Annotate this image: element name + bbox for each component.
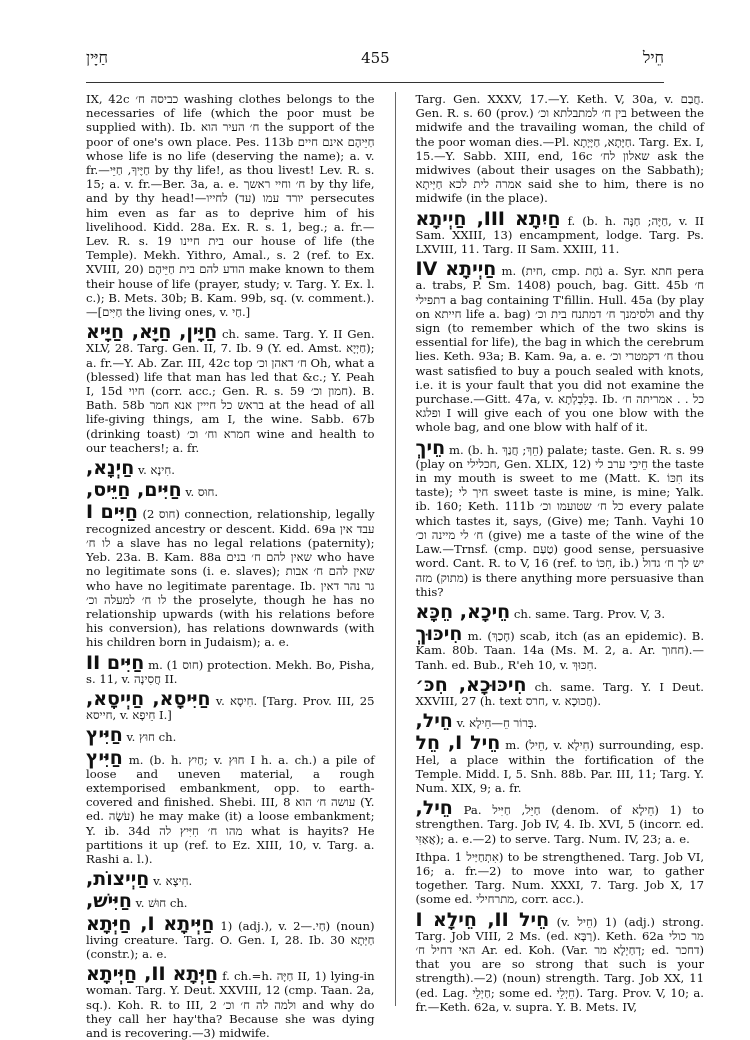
left-column bbox=[86, 92, 375, 1040]
entry-headword: חֵיל I, חֵל bbox=[415, 732, 501, 755]
dictionary-entry bbox=[415, 207, 705, 257]
entry-headword: חַיְיתָא IV bbox=[415, 258, 497, 281]
dictionary-entry bbox=[86, 503, 375, 649]
dictionary-entry bbox=[416, 799, 705, 846]
entry-text: IX, 42c כביסה ח׳ washing clothes belongs to the necessaries of life (which the poor must be supplied with). Ib. ח׳ העיר הוא the support of the poor of one's own place. Pes. 113b חַיֵּיהֶם אינם חיים whose life is no life (deserving the name); a. v. fr.—חַיֶּיךָ, חַיֵּי by thy life!, as thou livest! Lev. R. s. 15; a. v. fr.—Ber. 3a, a. e. ח׳ וחיי ראשך by thy life, and by thy head!—יורד עמו (עד) לחייו persecutes him even as far as to deprive him of his livelihood. Kidd. 28a. Ex. R. s. 1, beg.; a. fr.—Lev. R. s. 19 בית חיינו our house of life (the Temple). Mekh. Yithro, Amal., s. 2 (ref. to Ex. XVIII, 20) הודע להם בית חַיֵּיהֶם make known to them their house of life (prayer, study; v. Targ. Y. Ex. l. c.); B. Mets. 30b; B. Kam. 99b, sq. (v. comment.).—[חַיִּים the living ones, v. חַי.] bbox=[86, 92, 375, 320]
entry-headword: חַיִּיסָא, חַיְיסָא, bbox=[86, 687, 211, 710]
page-number: 455 bbox=[361, 49, 390, 67]
entry-text: Targ. Gen. XXXV, 17.—Y. Keth. V, 30a, v. חֲבַם. Gen. R. s. 60 (prov.) בין ח׳ למתבלתא וכ׳ between the midwife and the travailing woman, the child of the poor woman dies.—Pl. חַיָּתָא, חַיָּיָתָא. Targ. Ex. I, 15.—Y. Sabb. XIII, end, 16c שאלון לח׳ ask the midwives (about their usages on the Sabbath); אמרה לית לכא חַיְּיתָא said she to him, there is no midwife (in the place). bbox=[415, 92, 705, 206]
entry-headword: חֵיל II, חֵילָא I bbox=[415, 908, 550, 931]
entry-headword: חֵיךְ bbox=[415, 436, 446, 459]
dictionary-entry bbox=[416, 850, 705, 907]
entry-text: m. (b. h. חַיִץ; v. חוּץ I h. a. ch.) a pile of loose and uneven material, a rough extemporised embankment, opp. to earth-covered and finished. Shebi. III, 8 עושה ח׳ הוא (Y. ed. עֹשֶׂה) he may make (it) a loose embankment; Y. ib. 34d מהו ח׳ חִיִּיץ לה what is hayits? He partitions it up (ref. to Ez. XIII, 10, v. Targ. a. Rashi a. l.). bbox=[86, 752, 375, 866]
entry-text: v. בְּרוֹר חֵ—חֵילָא. bbox=[456, 716, 538, 731]
entry-text: ch. same. Targ. Prov. V, 3. bbox=[513, 606, 666, 621]
entry-text: m. (חָכַךְ) scab, itch (as an epidemic). B. Kam. 80b. Taan. 14a (Ms. M. 2, a. Ar. חחוך).—Tanh. ed. Bub., R'eh 10, v. חִכּוּךְ. bbox=[415, 629, 705, 672]
entry-text: v. חִיסָא. [Targ. Prov. III, 25 חייסא, v. חֵיפָא I.] bbox=[86, 693, 375, 723]
entry-text: Pa. חַיֵּל, חַיִּיל (denom. of חֵילָא) 1) to strengthen. Targ. Job IV, 4. Ib. XVI, 5 (incorr. ed. אֲאַזִּי); a. e.—2) to serve. Targ. Num. IV, 23; a. e. bbox=[415, 803, 704, 846]
entry-text: f. (b. h. חַיָּה; חַנָּה, v. II Sam. XXIII, 13) encampment, lodge. Targ. Ps. LXVIII, 11. Targ. II Sam. XXIII, 11. bbox=[415, 213, 704, 257]
entry-text: m. (חֵיל, v. חִילָא) surrounding, esp. Hel, a place within the fortification of the Temple. Midd. I, 5. Snh. 88b. Par. III, 11; Targ. Y. Num. XIX, 9; a. fr. bbox=[415, 738, 704, 795]
entry-headword: חַיִּיץ bbox=[86, 746, 123, 769]
header-rule bbox=[86, 82, 664, 83]
entry-text: v. חוּץ ch. bbox=[126, 730, 177, 745]
dictionary-entry bbox=[86, 323, 375, 455]
entry-text: 1) (adj.), v. חַי.—2) (noun) living creature. Targ. O. Gen. I, 28. Ib. 30 חַיְּתָא (constr.); a. e. bbox=[86, 918, 375, 961]
entry-headword: חַיְיצוֹת, bbox=[86, 868, 150, 891]
entry-text: v. חִינָא. bbox=[138, 463, 175, 478]
dictionary-entry bbox=[415, 600, 705, 623]
dictionary-entry bbox=[416, 625, 705, 672]
dictionary-entry bbox=[416, 734, 705, 795]
dictionary-entry bbox=[86, 457, 375, 480]
entry-text: m. (חוס 1) protection. Mekh. Bo, Pisha, s. 11, v. חֲסִינָה II. bbox=[86, 657, 375, 686]
entry-headword: חַיִתָא III, חַיְיתָא bbox=[415, 207, 561, 230]
dictionary-entry bbox=[86, 92, 375, 319]
dictionary-entry bbox=[416, 260, 705, 434]
entry-headword: חֵיל, bbox=[415, 797, 453, 820]
dictionary-entry bbox=[415, 908, 705, 1014]
entry-text: (חוס 2) connection, relationship, legally recognized ancestry or descent. Kidd. 69a עבד אין לו ח׳ a slave has no legal relations (paternity); Yeb. 23a. B. Kam. 88a שאין להם ח׳ בנים who have no legitimate sons (i. e. slaves); שאין להם ח׳ אבות who have no legitimate parentage. Ib. גר נהר דאין לו ח׳ למעלה וכ׳ the proselyte, though he has no relationship upwards (with his relations before his conversion), has relations downwards (with his children born in Judaism); a. e. bbox=[86, 507, 375, 650]
dictionary-entry bbox=[86, 965, 375, 1040]
entry-text: m. (b. h. חֵךְ; חֲנַךְ) palate; taste. Gen. R. s. 99 (play on חכלילי, Gen. XLIX, 12) חֵיכִי ערב לי the taste in my mouth is sweet to me (Matt. K. חִכּוֹ its taste); חיך לי sweet taste is mine, is mine; Yalk. ib. 160; Keth. 111b כל ח׳ שטועמו וכ׳ every palate which tastes it, says, (Give) me; Tanh. Vayhi 10 ח׳ לי מיינה וכ׳ (give) me a taste of the wine of the Law.—Trnsf. (cmp. טַעַם) good sense, persuasive word. Cant. R. to V, 16 (ref. to חִכּוֹ, ib.) יש לך ח׳ גדול (מתוק) מזה is there anything more persuasive than this? bbox=[415, 442, 704, 599]
dictionary-entry bbox=[86, 479, 375, 502]
right-column bbox=[415, 92, 705, 1014]
column-divider bbox=[395, 92, 396, 1006]
dictionary-entry bbox=[415, 710, 705, 733]
header-right-catchword: חֵיל bbox=[642, 48, 664, 67]
entry-headword: חֵיל, bbox=[415, 710, 453, 733]
dictionary-entry bbox=[416, 92, 705, 206]
entry-text: ch. same. Targ. Y. I Deut. XXVIII, 27 (h. text חרס, v. חֲכוּכָא). bbox=[415, 679, 704, 708]
dictionary-entry bbox=[86, 687, 375, 723]
entry-headword: חַיְּתָא II, חַיְּיתָא bbox=[86, 963, 219, 986]
dictionary-entry bbox=[415, 436, 705, 599]
entry-headword: חַיְּיתָא I, חַיְּתָא bbox=[86, 912, 215, 935]
entry-text: f. ch.=h. חַיָּה II, 1) lying-in woman. Targ. Y. Deut. XXVIII, 12 (cmp. Taan. 2a, sq.). Koh. R. to III, 2 ולמה לה ח׳ וכ׳ and why do they call her hay'tha? Because she was dying and is recovering.—3) midwife. bbox=[86, 969, 375, 1040]
entry-text: v. חוּס. bbox=[185, 485, 219, 500]
running-head bbox=[86, 48, 664, 68]
entry-headword: חַיִּים, חַיֵּיס, bbox=[86, 479, 182, 502]
dictionary-entry bbox=[86, 912, 375, 962]
header-left-catchword: חַיָּין bbox=[86, 48, 108, 67]
entry-text: v. חִיצָא. bbox=[153, 874, 193, 889]
dictionary-entry bbox=[86, 890, 375, 913]
entry-headword: חַיִּים I bbox=[86, 501, 138, 524]
dictionary-entry bbox=[86, 724, 375, 747]
entry-headword: חַיִּיץ bbox=[86, 724, 123, 747]
entry-headword: חַיָּין, חַיָּא, חַיָּיא bbox=[86, 321, 218, 344]
entry-text: m. (חית, cmp. נֹחֶת a. Syr. חתא pera a. trabs, P. Sm. 1408) pouch, bag. Gitt. 45b ח׳ דתפילי a bag containing T'fillin. Hull. 45a (by play on חייתא life a. bag) ולסימנך ח׳ דמתנח בית וכ׳ and thy sign (to remember which of the two skins is essential for life), the bag in which the cerebrum lies. Keth. 93a; B. Kam. 9a, a. e. ח׳ דקמטרי וכ׳ thou wast satisfied to buy a pouch sealed with knots, i.e. it is your fault that you did not examine the purchase.—Gitt. 47a, v. בְּלִבְלְתָא. Ib. כל . . אמריתה ח׳ ופלגא I will give each of you one blow with the whole bag, and one blow with half of it. bbox=[415, 264, 705, 435]
entry-headword: חַיְנָא, bbox=[86, 457, 135, 480]
entry-headword: חִיכּוּךְ bbox=[415, 623, 463, 646]
entry-headword: חִיכּוּכָא, חִכּ׳ bbox=[415, 673, 527, 696]
entry-headword: חַיִּישׁ, bbox=[86, 890, 132, 913]
dictionary-entry bbox=[86, 746, 375, 867]
entry-text: v. חוּשׁ ch. bbox=[135, 896, 188, 911]
entry-text: ch. same. Targ. Y. II Gen. XLV, 28. Targ. Gen. II, 7. Ib. 9 (Y. ed. Amst. חַיְיָא); a. fr.—Y. Ab. Zar. III, 42c top ח׳ דאהן וכ׳ Oh, what a (blessed) life that man has led that &c.; Y. Peah I, 15d חיוי (corr. acc.; Gen. R. s. 59 חמון וכ׳). B. Bath. 58b בראש כל חייין אנא חמר at the head of all life-giving things, am I, the wine. Sabb. 67b (drinking toast) חמרא וח׳ וכ׳ wine and health to our teachers!; a. fr. bbox=[86, 327, 375, 455]
dictionary-entry bbox=[415, 673, 705, 708]
entry-text: Ithpa. אִתְחַיַּיל 1) to be strengthened. Targ. Job VI, 16; a. fr.—2) to move into war, to gather together. Targ. Num. XXXI, 7. Targ. Job X, 17 (some ed. מתרחילי, corr. acc.). bbox=[415, 849, 705, 907]
entry-headword: חַיִּים II bbox=[86, 651, 145, 674]
dictionary-entry bbox=[86, 868, 375, 891]
entry-text: (v. חֵיל) 1) (adj.) strong. Targ. Job VIII, 2 Ms. (ed. רַבָּא). Keth. 62a מר כולי האי דחיל ח׳ Ar. ed. Koh. (Var. דְחַיְלָא מר; ed. דחכר) that you are so strong that such is your strength).—2) (noun) strength. Targ. Job XX, 11 (ed. Lag. חַיְלֵי; some ed. חֵיְלֵי). Targ. Prov. V, 10; a. fr.—Keth. 62a, v. supra. Y. B. Mets. IV, bbox=[415, 914, 704, 1014]
dictionary-entry bbox=[86, 651, 375, 686]
text-columns bbox=[86, 92, 705, 1040]
entry-headword: חֵיכָא, חֵכָּא bbox=[415, 600, 511, 623]
